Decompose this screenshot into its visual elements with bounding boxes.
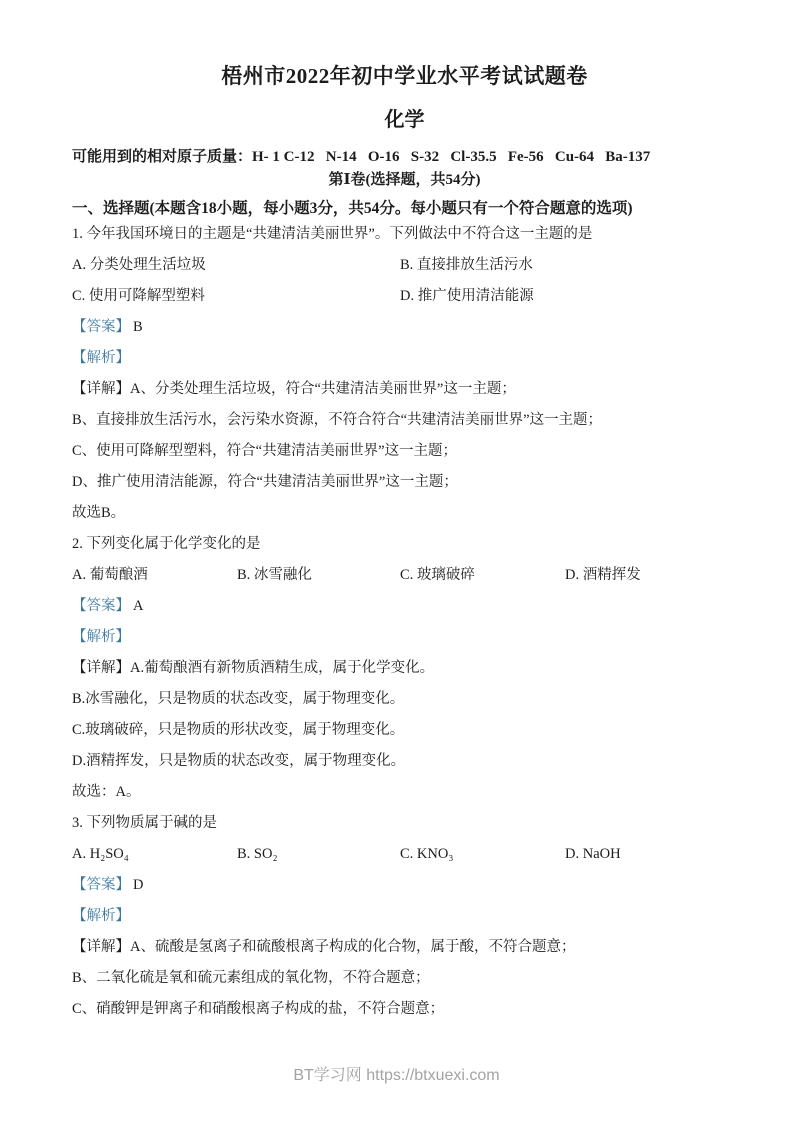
explanation-line: B、直接排放生活污水，会污染水资源，不符合符合“共建清洁美丽世界”这一主题； — [72, 412, 603, 428]
option-c: C. 玻璃破碎 — [400, 567, 475, 583]
explanation-line: C、使用可降解型塑料，符合“共建清洁美丽世界”这一主题； — [72, 443, 458, 459]
question-block-1 — [72, 225, 737, 522]
analysis-label: 【解析】 — [72, 908, 130, 924]
question-stem: 1. 今年我国环境日的主题是“共建清洁美丽世界”。下列做法中不符合这一主题的是 — [72, 226, 593, 242]
explanation-line: 【详解】A、硫酸是氢离子和硫酸根离子构成的化合物，属于酸，不符合题意； — [72, 939, 576, 955]
options-grid — [72, 566, 737, 584]
answer-label: 【答案】 — [72, 877, 130, 893]
option-a: A. 分类处理生活垃圾 — [72, 257, 206, 273]
analysis-line — [72, 628, 737, 646]
option-c: C. 使用可降解型塑料 — [72, 288, 205, 304]
explanation-line: C.玻璃破碎，只是物质的形状改变，属于物理变化。 — [72, 722, 405, 738]
option-a: A. 葡萄酿酒 — [72, 567, 148, 583]
question-stem: 2. 下列变化属于化学变化的是 — [72, 536, 261, 552]
exam-content — [72, 62, 737, 1031]
analysis-label: 【解析】 — [72, 350, 130, 366]
option-b: B. 冰雪融化 — [237, 567, 312, 583]
explanation-line: C、硝酸钾是钾离子和硝酸根离子构成的盐，不符合题意； — [72, 1001, 445, 1017]
explanation-line: D.酒精挥发，只是物质的状态改变，属于物理变化。 — [72, 753, 406, 769]
analysis-label: 【解析】 — [72, 629, 130, 645]
answer-value: B — [133, 319, 143, 335]
option-d: D. 推广使用清洁能源 — [400, 288, 534, 304]
conclusion-line: 故选：A。 — [72, 784, 141, 800]
explanation-line: 【详解】A、分类处理生活垃圾，符合“共建清洁美丽世界”这一主题； — [72, 381, 516, 397]
atomic-mass-line: 可能用到的相对原子质量：H- 1 C-12 N-14 O-16 S-32 Cl-35.5 Fe-56 Cu-64 Ba-137 — [72, 149, 651, 165]
option-d: D. 酒精挥发 — [565, 567, 641, 583]
part-header: 第Ⅰ卷(选择题，共54分) — [328, 172, 481, 188]
conclusion-line: 故选B。 — [72, 505, 126, 521]
option-b: B. SO₂ — [237, 846, 278, 862]
answer-value: A — [133, 598, 144, 614]
subject-title: 化学 — [384, 109, 425, 131]
explanation-line: D、推广使用清洁能源，符合“共建清洁美丽世界”这一主题； — [72, 474, 458, 490]
option-b: B. 直接排放生活污水 — [400, 257, 533, 273]
section-header: 一、选择题(本题含18小题，每小题3分，共54分。每小题只有一个符合题意的选项) — [72, 200, 633, 217]
question-block-3 — [72, 814, 737, 1018]
page-title: 梧州市2022年初中学业水平考试试题卷 — [221, 64, 588, 88]
question-block-2 — [72, 535, 737, 801]
answer-line — [72, 318, 737, 336]
footer-watermark: BT学习网 https://btxuexi.com — [293, 1067, 500, 1084]
answer-value: D — [133, 877, 144, 893]
explanation-line: B.冰雪融化，只是物质的状态改变，属于物理变化。 — [72, 691, 405, 707]
answer-label: 【答案】 — [72, 598, 130, 614]
options-grid — [72, 256, 737, 305]
option-d: D. NaOH — [565, 846, 621, 862]
explanation-line: 【详解】A.葡萄酿酒有新物质酒精生成，属于化学变化。 — [72, 660, 435, 676]
question-stem: 3. 下列物质属于碱的是 — [72, 815, 217, 831]
analysis-line — [72, 349, 737, 367]
option-c: C. KNO₃ — [400, 846, 454, 862]
explanation-line: B、二氧化硫是氧和硫元素组成的氧化物，不符合题意； — [72, 970, 430, 986]
answer-line — [72, 876, 737, 894]
answer-line — [72, 597, 737, 615]
option-a: A. H₂SO₄ — [72, 846, 129, 862]
options-grid — [72, 845, 737, 863]
analysis-line — [72, 907, 737, 925]
answer-label: 【答案】 — [72, 319, 130, 335]
